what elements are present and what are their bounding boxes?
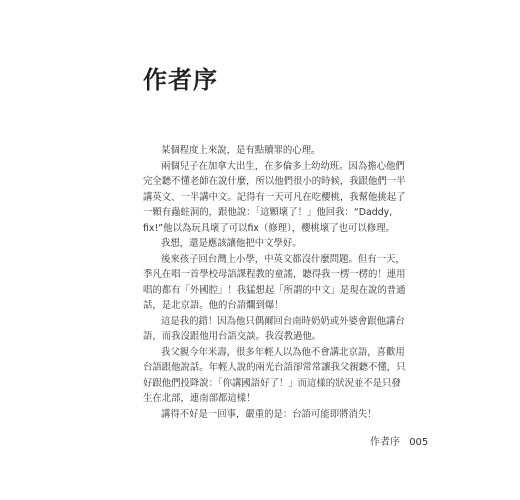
text-line: 講英文、一半講中文。記得有一天可凡在吃櫻桃，我幫他挑起了 — [143, 191, 406, 203]
page-number: 005 — [409, 437, 429, 448]
page-footer — [370, 433, 428, 448]
text-line: 好跟他們投降說：「你講國語好了！」而這樣的狀況並不是只發 — [143, 377, 401, 389]
text-line: 後來孩子回台灣上小學，中英文都沒什麼問題。但有一天， — [161, 253, 405, 265]
text-line: fix!”他以為玩具壞了可以fix（修理），櫻桃壞了也可以修理。 — [143, 222, 395, 234]
text-line: 某個程度上來說，是有點贖罪的心理。 — [161, 145, 321, 156]
text-line: 話，是北京語。他的台語爛到爆！ — [143, 300, 284, 311]
running-head: 作者序 — [370, 437, 400, 448]
text-line: 我想，還是應該讓他把中文學好。 — [161, 238, 302, 249]
text-line: 這是我的錯！因為他只偶爾回台南時奶奶或外婆會跟他講台 — [161, 315, 405, 327]
text-line: 完全聽不懂老師在說什麼，所以他們很小的時候，我跟他們一半 — [143, 176, 406, 187]
text-line: 唱的都有「外國腔」！我猛想起「所謂的中文」是現在說的普通 — [143, 284, 406, 296]
text-line: 一顆有蟲蛀洞的，跟他說：「這顆壞了！」他回我：“Daddy, — [143, 207, 393, 218]
text-line: 講得不好是一回事，嚴重的是：台語可能即將消失！ — [161, 408, 377, 420]
chapter-title: 作者序 — [143, 66, 218, 94]
text-line: 兩個兒子在加拿大出生，在多倫多上幼幼班。因為擔心他們 — [161, 160, 405, 172]
text-line: 生在北部，連南部都這樣！ — [143, 393, 256, 404]
text-line: 季凡在唱一首學校母語課程教的童謠，聽得我一楞一楞的！連用 — [143, 269, 406, 280]
text-line: 語，而我沒跟他用台語交談。我沒教過他。 — [143, 331, 322, 342]
body-text — [143, 143, 406, 422]
text-line: 台語跟他說話。年輕人說的兩光台語卻常常讓我父親聽不懂，只 — [143, 362, 406, 373]
text-line: 我父親今年米壽，很多年輕人以為他不會講北京語，喜歡用 — [161, 346, 405, 358]
